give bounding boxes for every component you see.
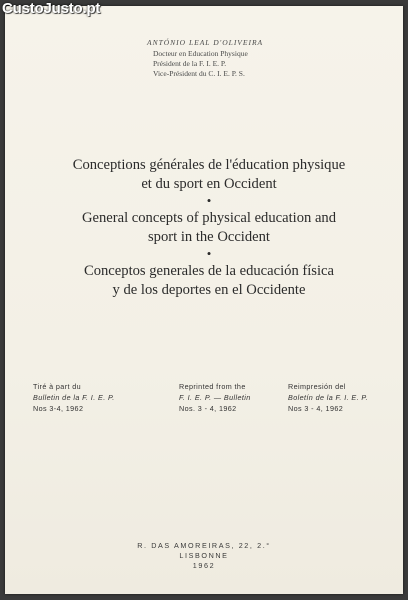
title-spanish-line-1: Conceptos generales de la educación física — [83, 263, 334, 279]
title-spanish-line-2: y de los deportes en el Occidente — [112, 282, 306, 298]
imprint-address: R. DAS AMOREIRAS, 22, 2.° — [137, 541, 271, 550]
reprint-note-line: Bulletin de la F. I. E. P. — [33, 393, 115, 402]
title-french-line-1: Conceptions générales de l'éducation physique — [72, 157, 346, 173]
author-title-3: Vice-Président du C. I. E. P. S. — [153, 69, 245, 78]
document-page — [5, 6, 403, 594]
imprint-year: 1962 — [192, 561, 216, 570]
watermark-logo: CustoJusto.pt — [2, 0, 101, 17]
reprint-note-line: Tiré à part du — [33, 382, 82, 391]
reprint-note-line: F. I. E. P. — Bulletin — [179, 393, 251, 402]
reprint-note-line: Nos 3-4, 1962 — [33, 404, 84, 413]
reprint-note-spanish — [288, 381, 368, 414]
reprint-note-english — [179, 381, 251, 414]
imprint-city: LISBONNE — [179, 551, 229, 560]
reprint-note-line: Reimpresión del — [288, 382, 346, 391]
author-name: ANTÓNIO LEAL D'OLIVEIRA — [147, 38, 264, 47]
imprint-block — [5, 541, 403, 571]
reprint-note-french — [33, 381, 115, 414]
bullet-separator: • — [206, 246, 212, 261]
reprint-note-line: Boletín de la F. I. E. P. — [288, 393, 369, 402]
reprint-note-line: Reprinted from the — [179, 382, 246, 391]
title-block — [25, 156, 393, 300]
title-french-line-2: et du sport en Occident — [141, 176, 277, 192]
bullet-separator: • — [206, 193, 212, 208]
author-title-2: Président de la F. I. E. P. — [153, 59, 227, 68]
title-english-line-1: General concepts of physical education and — [81, 210, 337, 226]
author-title-1: Docteur en Education Physique — [153, 49, 248, 58]
reprint-note-line: Nos. 3 - 4, 1962 — [179, 404, 237, 413]
author-block — [147, 38, 397, 79]
reprint-note-line: Nos 3 - 4, 1962 — [288, 404, 344, 413]
title-english-line-2: sport in the Occident — [148, 229, 270, 245]
